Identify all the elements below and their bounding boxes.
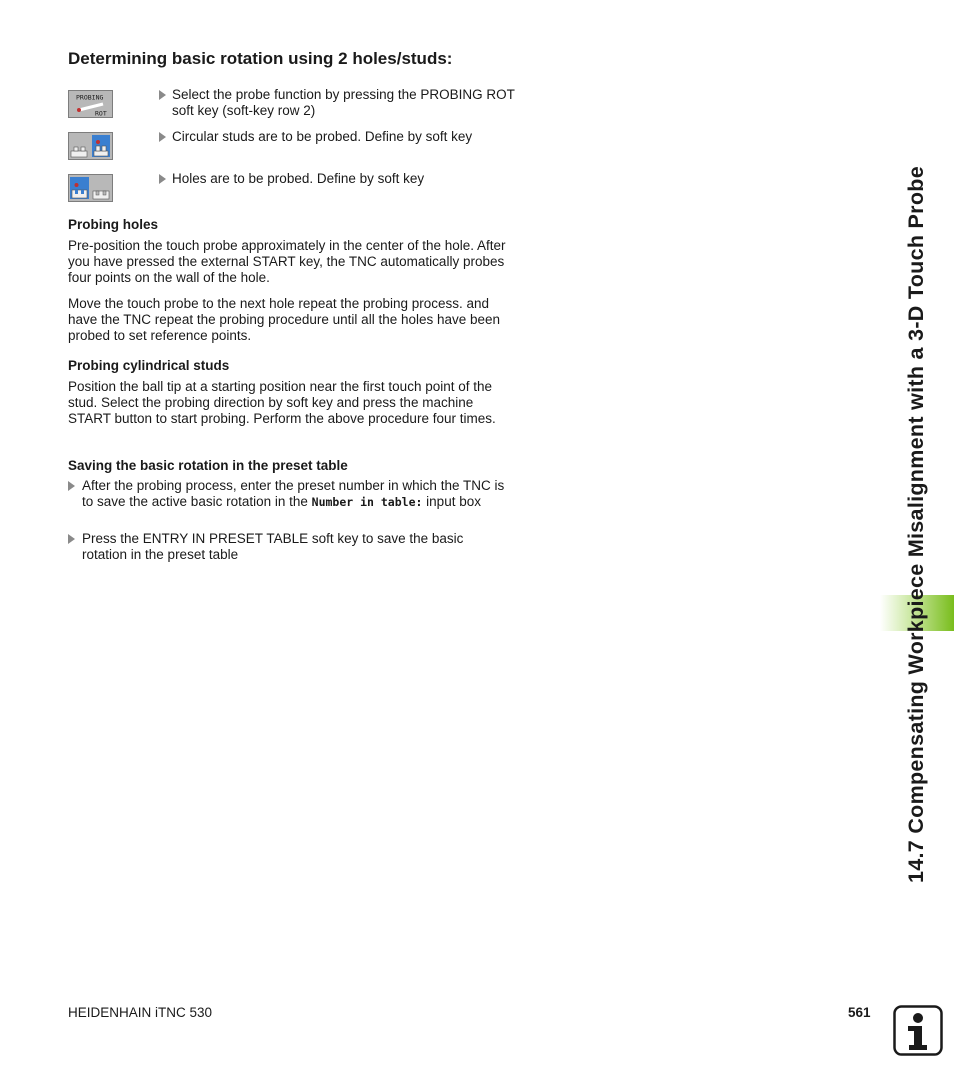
arrow-icon [159, 174, 166, 184]
probing-studs-heading: Probing cylindrical studs [68, 358, 230, 373]
step-holes: Holes are to be probed. Define by soft key [159, 171, 519, 187]
arrow-icon [68, 534, 75, 544]
probing-holes-heading: Probing holes [68, 217, 159, 232]
page-number: 561 [848, 1005, 871, 1020]
step-select-probe-function: Select the probe function by pressing the PROBING ROT soft key (soft-key row 2) [159, 87, 519, 119]
softkey-label-probing: PROBING [76, 93, 104, 102]
section-title: Determining basic rotation using 2 holes/studs: [68, 49, 453, 68]
input-box-label: Number in table: [311, 495, 423, 509]
footer-product: HEIDENHAIN iTNC 530 [68, 1005, 213, 1020]
probing-holes-paragraph-1: Pre-position the touch probe approximately in the center of the hole. After you have pressed the external START key, the TNC automatically probes four points on the wall of the hole. [68, 238, 506, 285]
saving-heading: Saving the basic rotation in the preset table [68, 458, 348, 473]
probing-rot-softkey-icon [68, 90, 113, 118]
probing-holes-paragraph-2: Move the touch probe to the next hole repeat the probing process. and have the TNC repeat the probing procedure until all the holes have been probed to set reference points. [68, 296, 501, 343]
arrow-icon [159, 132, 166, 142]
chapter-title: 14.7 Compensating Workpiece Misalignment with a 3-D Touch Probe [904, 166, 928, 883]
studs-softkey-icon [68, 132, 113, 160]
arrow-icon [159, 90, 166, 100]
probing-studs-paragraph: Position the ball tip at a starting position near the first touch point of the stud. Select the probing direction by soft key and press the machine START button to start probing. Perform the above procedure four times. [68, 379, 496, 426]
saving-bullet-enter-preset: After the probing process, enter the preset number in which the TNC is to save the active basic rotation in the Number in table: input box [68, 478, 508, 510]
info-icon [893, 1005, 943, 1056]
softkey-label-rot: ROT [95, 109, 107, 117]
arrow-icon [68, 481, 75, 491]
holes-softkey-icon [68, 174, 113, 202]
step-circular-studs: Circular studs are to be probed. Define by soft key [159, 129, 519, 145]
saving-bullet-entry-soft-key: Press the ENTRY IN PRESET TABLE soft key to save the basic rotation in the preset table [68, 531, 508, 563]
